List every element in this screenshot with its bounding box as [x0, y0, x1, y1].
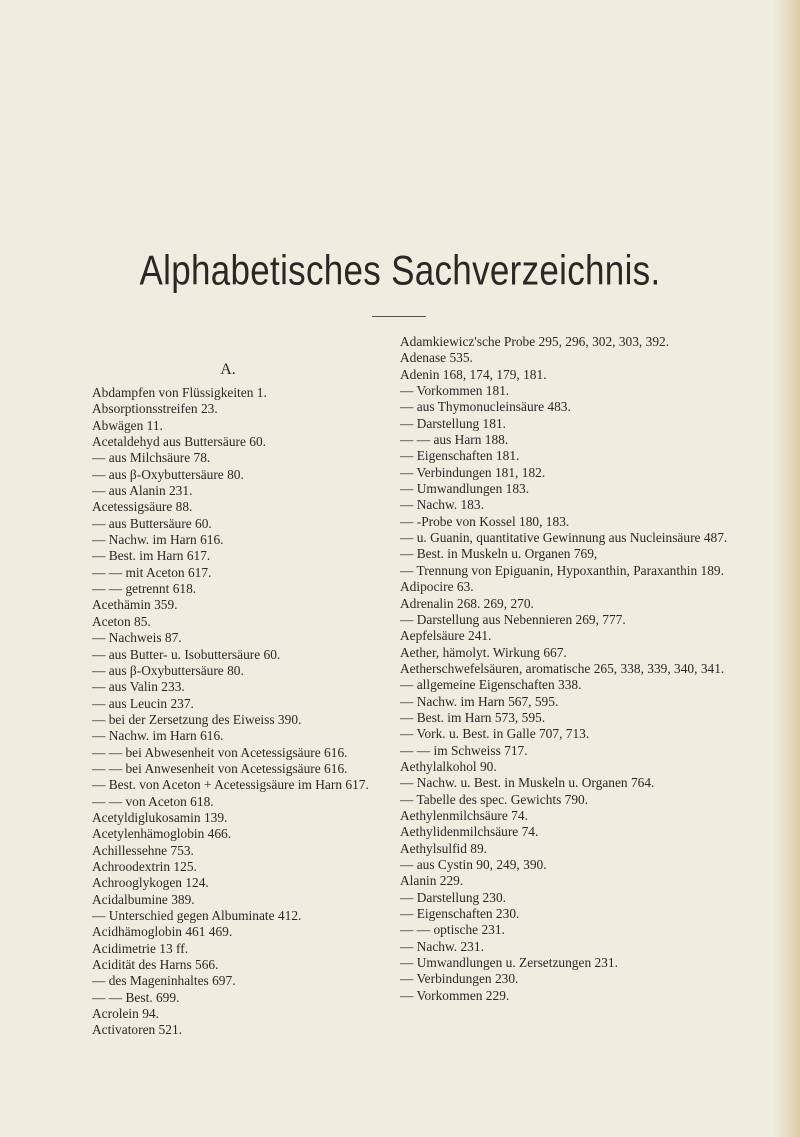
index-entry: Aethylidenmilchsäure 74. — [400, 824, 539, 840]
index-entry: Aetherschwefelsäuren, aromatische 265, 338, 339, 340, 341. — [400, 660, 725, 676]
index-entry: Acetyldiglukosamin 139. — [92, 809, 228, 825]
index-column-left — [92, 361, 414, 1039]
page-edge-shading — [774, 0, 800, 1137]
index-entry: — — aus Harn 188. — [400, 432, 509, 448]
index-entry: — Darstellung 181. — [400, 415, 506, 431]
page-title: Alphabetisches Sachverzeichnis. — [139, 248, 661, 295]
index-entry: — Nachw. u. Best. in Muskeln u. Organen 764. — [400, 775, 655, 791]
index-entry: — Nachweis 87. — [92, 630, 182, 646]
index-entry: — — mit Aceton 617. — [92, 564, 212, 580]
index-entry: — des Mageninhaltes 697. — [92, 973, 236, 989]
index-entry: — Verbindungen 230. — [400, 971, 519, 987]
index-entry: — Nachw. im Harn 616. — [92, 532, 224, 548]
index-entry: Aethylenmilchsäure 74. — [400, 807, 528, 823]
index-entry: Aceton 85. — [92, 613, 151, 629]
index-entry: Acetessigsäure 88. — [92, 499, 193, 515]
index-entry: — bei der Zersetzung des Eiweiss 390. — [92, 711, 302, 727]
index-entry: Aether, hämolyt. Wirkung 667. — [400, 644, 567, 660]
index-entry: Alanin 229. — [400, 873, 464, 889]
index-entry: — Vork. u. Best. in Galle 707, 713. — [400, 726, 590, 742]
index-entry: — aus β-Oxybuttersäure 80. — [92, 466, 244, 482]
index-entry: — Best. im Harn 573, 595. — [400, 709, 546, 725]
index-entry: Achroodextrin 125. — [92, 858, 197, 874]
index-entry: — allgemeine Eigenschaften 338. — [400, 677, 582, 693]
index-entry: — Umwandlungen u. Zersetzungen 231. — [400, 955, 618, 971]
index-entry: — — optische 231. — [400, 922, 505, 938]
index-entry: — Trennung von Epiguanin, Hypoxanthin, Paraxanthin 189. — [400, 562, 724, 578]
title-rule — [372, 316, 426, 317]
index-entry: — aus Cystin 90, 249, 390. — [400, 857, 547, 872]
index-entry: Acidität des Harns 566. — [92, 957, 219, 973]
index-entry: — Darstellung 230. — [400, 889, 506, 905]
index-entry: — aus Alanin 231. — [92, 483, 193, 499]
index-entry: — Best. von Aceton + Acetessigsäure im Harn 617. — [92, 777, 369, 793]
index-entry: Adipocire 63. — [400, 579, 474, 595]
index-entry: Acethämin 359. — [92, 597, 178, 613]
index-entry: Aepfelsäure 241. — [400, 628, 492, 644]
index-entry: — aus Leucin 237. — [92, 695, 194, 711]
index-entry: — aus Thymonucleinsäure 483. — [400, 399, 571, 415]
index-entry: Acrolein 94. — [92, 1006, 159, 1022]
index-entry: — Best. in Muskeln u. Organen 769, — [400, 546, 598, 562]
index-entry: — Best. im Harn 617. — [92, 548, 211, 564]
index-entry: Acidimetrie 13 ff. — [92, 940, 189, 956]
index-column-right — [400, 334, 742, 1004]
index-entry: — — Best. 699. — [92, 989, 180, 1005]
index-entry: — Vorkommen 229. — [400, 987, 510, 1003]
index-entry: — aus β-Oxybuttersäure 80. — [92, 662, 244, 678]
index-entry: — Nachw. 183. — [400, 497, 484, 513]
index-entry: Adrenalin 268. 269, 270. — [400, 595, 534, 611]
index-entry: — aus Buttersäure 60. — [92, 515, 212, 531]
index-entry: — Vorkommen 181. — [400, 383, 510, 399]
index-entry: — aus Butter- u. Isobuttersäure 60. — [92, 646, 281, 662]
index-entry: Adamkiewicz'sche Probe 295, 296, 302, 303, 392. — [400, 334, 670, 349]
index-entry: — — von Aceton 618. — [92, 793, 214, 809]
index-entry: Adenase 535. — [400, 350, 473, 366]
index-entry: — — bei Abwesenheit von Acetessigsäure 616. — [92, 744, 348, 760]
index-entry: — Umwandlungen 183. — [400, 481, 530, 497]
index-entry: Acidalbumine 389. — [92, 891, 195, 907]
index-entry: Activatoren 521. — [92, 1022, 182, 1038]
index-entry: Adenin 168, 174, 179, 181. — [400, 366, 547, 382]
index-entry: Acetaldehyd aus Buttersäure 60. — [92, 434, 267, 450]
index-entry: Aethylsulfid 89. — [400, 840, 488, 856]
index-entry: — Tabelle des spec. Gewichts 790. — [400, 791, 589, 807]
index-entry: Abwägen 11. — [92, 417, 163, 433]
index-entry: — Unterschied gegen Albuminate 412. — [92, 908, 302, 923]
index-entry: — — im Schweiss 717. — [400, 742, 528, 758]
index-entry: Abdampfen von Flüssigkeiten 1. — [92, 385, 267, 400]
index-entry: — Darstellung aus Nebennieren 269, 777. — [400, 611, 626, 627]
index-entry: Aethylalkohol 90. — [400, 758, 497, 774]
index-entry: — Eigenschaften 181. — [400, 448, 520, 464]
index-entry: — aus Milchsäure 78. — [92, 450, 211, 466]
index-entry: — Verbindungen 181, 182. — [400, 464, 546, 480]
section-letter: A. — [220, 361, 236, 378]
index-entry: Acidhämoglobin 461 469. — [92, 924, 233, 940]
index-entry: Absorptionsstreifen 23. — [92, 401, 218, 417]
index-entry: Achillessehne 753. — [92, 842, 194, 858]
index-entry: — — getrennt 618. — [92, 581, 197, 597]
index-entry: — -Probe von Kossel 180, 183. — [400, 513, 570, 529]
index-entry: — — bei Anwesenheit von Acetessigsäure 616. — [92, 760, 348, 776]
index-entry: Acetylenhämoglobin 466. — [92, 826, 232, 842]
index-entry: — Nachw. im Harn 616. — [92, 728, 224, 744]
index-entry: Achrooglykogen 124. — [92, 875, 209, 891]
index-entry: — u. Guanin, quantitative Gewinnung aus Nucleinsäure 487. — [400, 530, 728, 546]
index-entry: — Eigenschaften 230. — [400, 906, 520, 922]
index-entry: — Nachw. 231. — [400, 938, 484, 954]
index-entry: — aus Valin 233. — [92, 679, 185, 695]
index-entry: — Nachw. im Harn 567, 595. — [400, 693, 559, 709]
